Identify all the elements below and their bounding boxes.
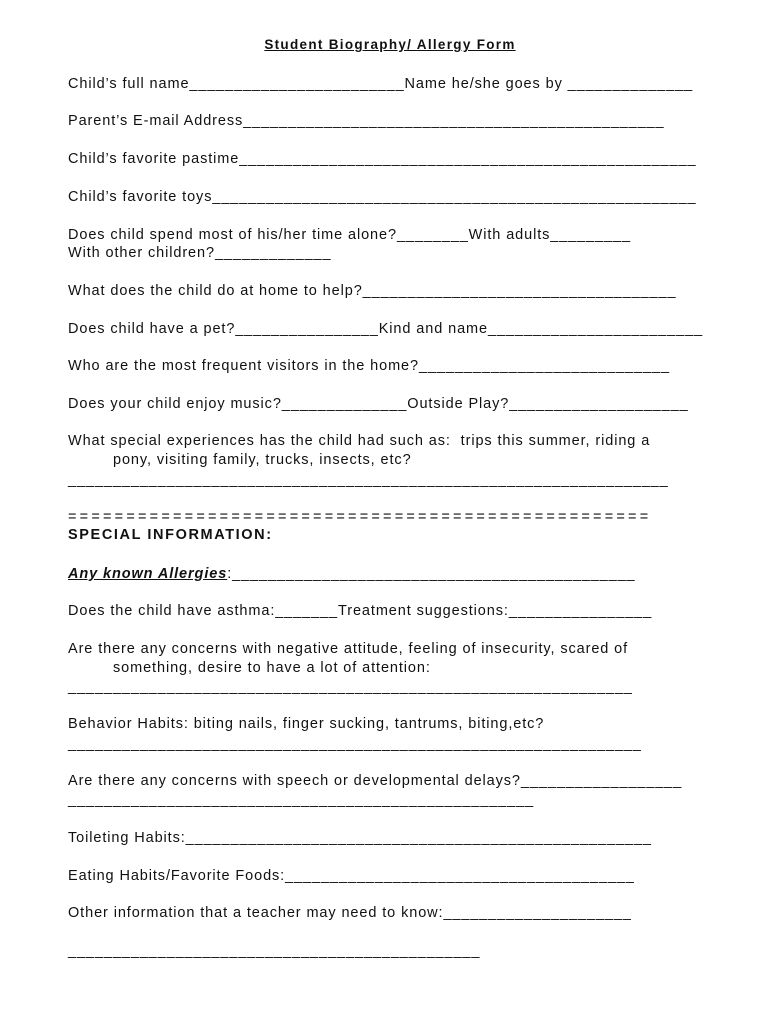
full-name-line: Child’s full name________________________Name he/she goes by ______________ [68,76,694,92]
speech-line: Are there any concerns with speech or developmental delays?__________________ [68,773,683,789]
concerns-question-cont: something, desire to have a lot of attention: [113,660,431,676]
concerns-question: Are there any concerns with negative attitude, feeling of insecurity, scared of [68,641,629,657]
final-blank: ______________________________________________ [68,943,481,959]
visitors-line: Who are the most frequent visitors in the home?____________________________ [68,358,670,374]
behavior-line: Behavior Habits: biting nails, finger sucking, tantrums, biting,etc? [68,716,545,732]
music-line: Does your child enjoy music?______________Outside Play?____________________ [68,396,689,412]
separator-line: ================================================== [68,509,652,525]
email-line: Parent’s E-mail Address_______________________________________________ [68,113,665,129]
pet-line: Does child have a pet?________________Kind and name________________________ [68,321,704,337]
concerns-blank: _______________________________________________________________ [68,679,633,695]
allergies-label: Any known Allergies [68,566,228,582]
experiences-blank: ___________________________________________________________________ [68,472,669,488]
home-help-line: What does the child do at home to help?___________________________________ [68,283,677,299]
toys-line: Child’s favorite toys______________________________________________________ [68,189,697,205]
allergies-line [68,565,636,583]
experiences-question: What special experiences has the child had such as: trips this summer, riding a [68,433,651,449]
pastime-line: Child’s favorite pastime___________________________________________________ [68,151,697,167]
form-title: Student Biography/ Allergy Form [264,37,516,52]
asthma-line: Does the child have asthma:_______Treatment suggestions:________________ [68,603,653,619]
behavior-blank: ________________________________________________________________ [68,736,642,752]
other-info-line: Other information that a teacher may need to know:_____________________ [68,905,632,921]
time-alone-line: Does child spend most of his/her time alone?________With adults_________ [68,227,631,243]
toileting-line: Toileting Habits:____________________________________________________ [68,830,652,846]
allergies-blank: :_____________________________________________ [227,566,636,582]
speech-blank: ____________________________________________________ [68,792,535,808]
experiences-question-cont: pony, visiting family, trucks, insects, etc? [113,452,412,468]
special-information-heading: SPECIAL INFORMATION: [68,527,273,543]
other-children-line: With other children?_____________ [68,245,332,261]
eating-line: Eating Habits/Favorite Foods:_______________________________________ [68,868,635,884]
